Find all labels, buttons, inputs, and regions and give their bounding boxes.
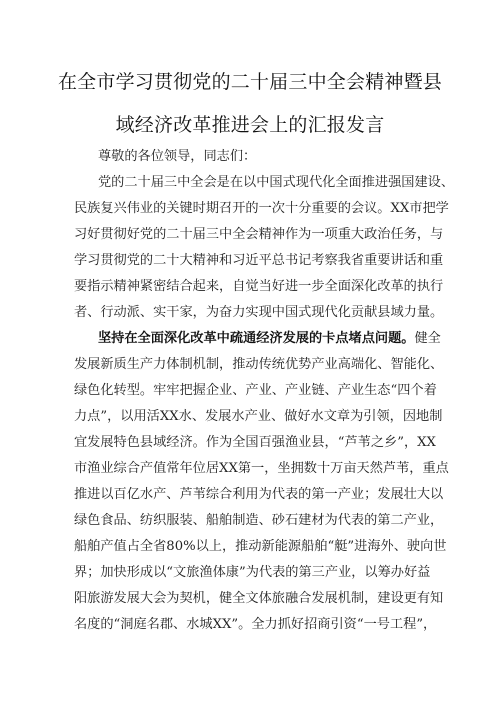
paragraph-1-line: 习好贯彻好党的二十届三中全会精神作为一项重大政治任务，与: [74, 227, 444, 242]
paragraph-2-line: 界；加快形成以“文旅渔体康”为代表的第三产业，以筹办好益: [74, 565, 431, 580]
paragraph-2-line: 市渔业综合产值常年位居XX第一，坐拥数十万亩天然芦苇，重点: [74, 461, 449, 476]
paragraph-2-line: 船舶产值占全省80%以上，推动新能源船舶“艇”进海外、驶向世: [74, 539, 447, 554]
paragraph-2-line: 阳旅游发展大会为契机，健全文体旅融合发展机制，建设更有知: [74, 591, 444, 606]
document-title-line-1: 在全市学习贯彻党的二十届三中全会精神暨县: [57, 71, 442, 93]
paragraph-2-line: 发展新质生产力体制机制，推动传统优势产业高端化、智能化、: [74, 357, 444, 372]
paragraph-1-line: 民族复兴伟业的关键时期召开的一次十分重要的会议。XX市把学: [74, 201, 449, 216]
paragraph-2-line: 绿色化转型。牢牢把握企业、产业、产业链、产业生态“四个着: [74, 383, 437, 398]
document-title-line-2: 域经济改革推进会上的汇报发言: [115, 114, 385, 136]
paragraph-2-first-line: [98, 330, 441, 348]
paragraph-1-line: 学习贯彻党的二十大精神和习近平总书记考察我省重要讲话和重: [74, 253, 444, 268]
paragraph-2-first-line-rest: 健全: [414, 331, 441, 346]
paragraph-2-line: 力点”，以用活XX水、发展水产业、做好水文章为引领，因地制: [74, 409, 443, 424]
greeting: 尊敬的各位领导，同志们：: [98, 149, 257, 164]
paragraph-2-line: 推进以百亿水产、芦苇综合利用为代表的第一产业；发展壮大以: [74, 487, 444, 502]
paragraph-2-line: 绿色食品、纺织服装、船舶制造、砂石建材为代表的第二产业，: [74, 513, 444, 528]
paragraph-2-line: 名度的“洞庭名郡、水城XX”。全力抓好招商引资“一号工程”，: [74, 617, 437, 632]
paragraph-2-heading: 坚持在全面深化改革中疏通经济发展的卡点堵点问题。: [98, 331, 415, 346]
paragraph-2-line: 宜发展特色县域经济。作为全国百强渔业县，“芦苇之乡”，XX: [74, 435, 436, 450]
paragraph-1-line: 者、行动派、实干家，为奋力实现中国式现代化贡献县域力量。: [74, 305, 444, 320]
paragraph-1-line: 党的二十届三中全会是在以中国式现代化全面推进强国建设、: [98, 175, 455, 190]
paragraph-1-line: 要指示精神紧密结合起来，自觉当好进一步全面深化改革的执行: [74, 279, 444, 294]
